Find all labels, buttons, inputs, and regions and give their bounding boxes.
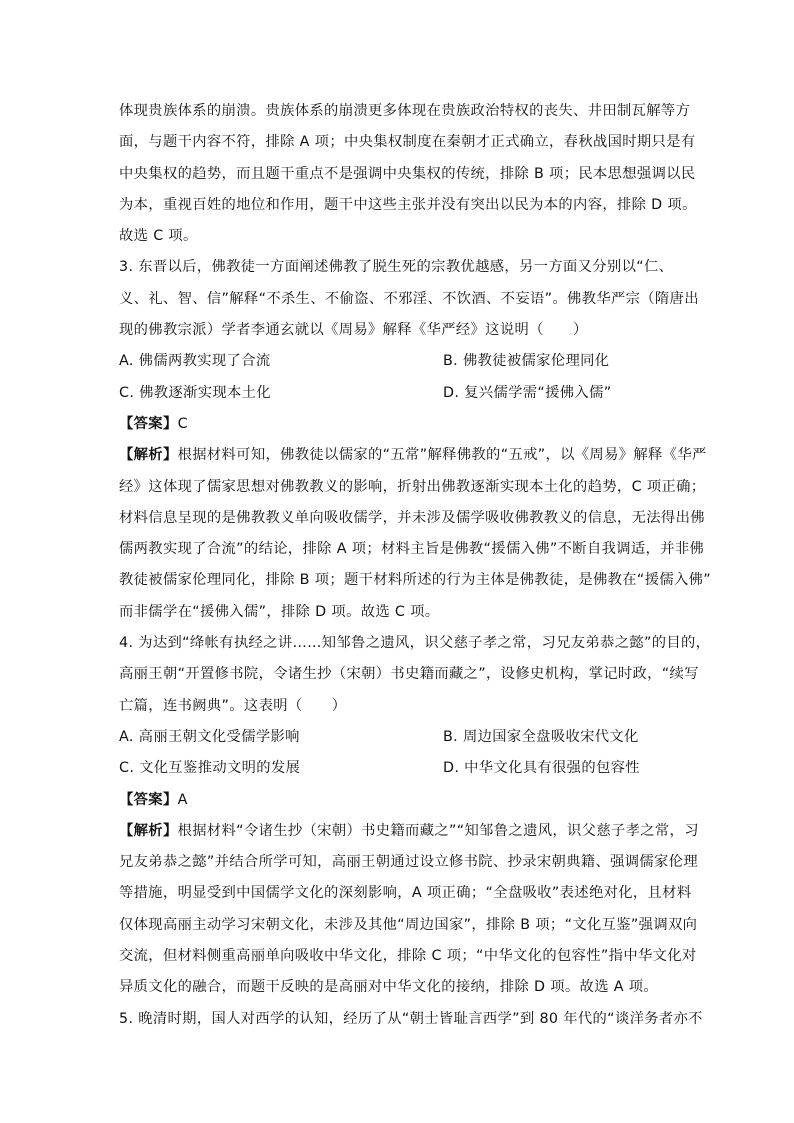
question-stem-line: 5. 晚清时期，国人对西学的认知，经历了从“朝士皆耻言西学”到 80 年代的“谈洋务者亦不 <box>119 1010 703 1027</box>
analysis-line: 仅体现高丽主动学习宋朝文化，未涉及其他“周边国家”，排除 B 项；“文化互鉴”强调双向 <box>119 916 698 933</box>
option-d: D. 中华文化具有很强的包容性 <box>443 760 640 777</box>
answer-line <box>119 785 681 816</box>
answer-value: A <box>177 791 188 808</box>
analysis-first-line <box>119 440 707 471</box>
question-stem-line: 4. 为达到“绛帐有执经之讲……知邹鲁之遗风，识父慈子孝之常，习兄友弟恭之懿”的目的， <box>119 635 711 652</box>
options-row <box>119 378 681 409</box>
question-stem-line: 亡篇，连书阙典”。这表明（ ） <box>119 697 347 714</box>
option-a: A. 高丽王朝文化受儒学影响 <box>119 728 300 745</box>
prev-explanation <box>119 96 697 252</box>
analysis-line: 而非儒学在“援佛入儒”，排除 D 项。故选 C 项。 <box>119 603 440 620</box>
analysis-line: 交流，但材料侧重高丽单向吸收中华文化，排除 C 项；“中华文化的包容性”指中华文化对 <box>119 948 697 965</box>
options-row <box>119 346 681 377</box>
option-b: B. 周边国家全盘吸收宋代文化 <box>443 728 639 745</box>
analysis-line: 儒两教实现了合流”的结论，排除 A 项；材料主旨是佛教“援儒入佛”不断自我调适，并非佛 <box>119 541 705 558</box>
option-a: A. 佛儒两教实现了合流 <box>119 353 271 370</box>
analysis-line: 教徒被儒家伦理同化，排除 B 项；题干材料所述的行为主体是佛教徒，是佛教在“援儒入佛” <box>119 572 712 589</box>
document-content <box>119 96 712 1035</box>
question-4 <box>119 628 711 1004</box>
option-b: B. 佛教徒被儒家伦理同化 <box>443 353 610 370</box>
question-stem-line: 高丽王朝“开置修书院，令诸生抄（宋朝）书史籍而藏之”，设修史机构，掌记时政，“续写 <box>119 666 699 683</box>
option-c: C. 文化互鉴推动文明的发展 <box>119 760 301 777</box>
option-c: C. 佛教逐渐实现本土化 <box>119 384 271 401</box>
analysis-line: 兄友弟恭之懿”并结合所学可知，高丽王朝通过设立修书院、抄录宋朝典籍、强调儒家伦理 <box>119 854 698 871</box>
question-stem-line: 3. 东晋以后，佛教徒一方面阐述佛教了脱生死的宗教优越感，另一方面又分别以“仁、 <box>119 259 674 276</box>
answer-tag: 【答案】 <box>119 791 178 808</box>
question-5 <box>119 1004 703 1035</box>
answer-line <box>119 409 681 440</box>
analysis-text: 根据材料“令诸生抄（宋朝）书史籍而藏之”“知邹鲁之遗风，识父慈子孝之常，习 <box>177 822 699 839</box>
answer-tag: 【答案】 <box>119 415 178 432</box>
options-row <box>119 722 681 753</box>
analysis-tag: 【解析】 <box>119 447 178 464</box>
text-line: 体现贵族体系的崩溃。贵族体系的崩溃更多体现在贵族政治特权的丧失、井田制瓦解等方 <box>119 103 691 119</box>
option-d: D. 复兴儒学需“援佛入儒” <box>443 384 612 401</box>
question-stem-line: 义、礼、智、信”解释“不杀生、不偷盗、不邪淫、不饮酒、不妄语”。佛教华严宗（隋唐出 <box>119 290 699 307</box>
analysis-text: 根据材料可知，佛教徒以儒家的“五常”解释佛教的“五戒”，以《周易》解释《华严 <box>177 447 707 464</box>
text-line: 面，与题干内容不符，排除 A 项；中央集权制度在秦朝才正式确立，春秋战国时期只是有 <box>119 134 696 151</box>
question-3 <box>119 252 712 628</box>
analysis-line: 异质文化的融合，而题干反映的是高丽对中华文化的接纳，排除 D 项。故选 A 项。 <box>119 979 659 996</box>
text-line: 故选 C 项。 <box>119 228 198 245</box>
analysis-tag: 【解析】 <box>119 822 178 839</box>
question-stem-line: 现的佛教宗派）学者李通玄就以《周易》解释《华严经》这说明（ ） <box>119 322 588 339</box>
text-line: 为本，重视百姓的地位和作用，题干中这些主张并没有突出以民为本的内容，排除 D 项。 <box>119 196 697 213</box>
analysis-line: 经》这体现了儒家思想对佛教教义的影响，折射出佛教逐渐实现本土化的趋势，C 项正确； <box>119 478 706 495</box>
analysis-line: 材料信息呈现的是佛教教义单向吸收儒学，并未涉及儒学吸收佛教教义的信息，无法得出佛 <box>119 509 705 526</box>
analysis-first-line <box>119 816 699 847</box>
analysis-line: 等措施，明显受到中国儒学文化的深刻影响，A 项正确；“全盘吸收”表述绝对化，且材料 <box>119 885 692 902</box>
text-line: 中央集权的趋势，而且题干重点不是强调中央集权的传统，排除 B 项；民本思想强调以民 <box>119 165 696 182</box>
options-row <box>119 753 681 784</box>
answer-value: C <box>177 415 188 432</box>
